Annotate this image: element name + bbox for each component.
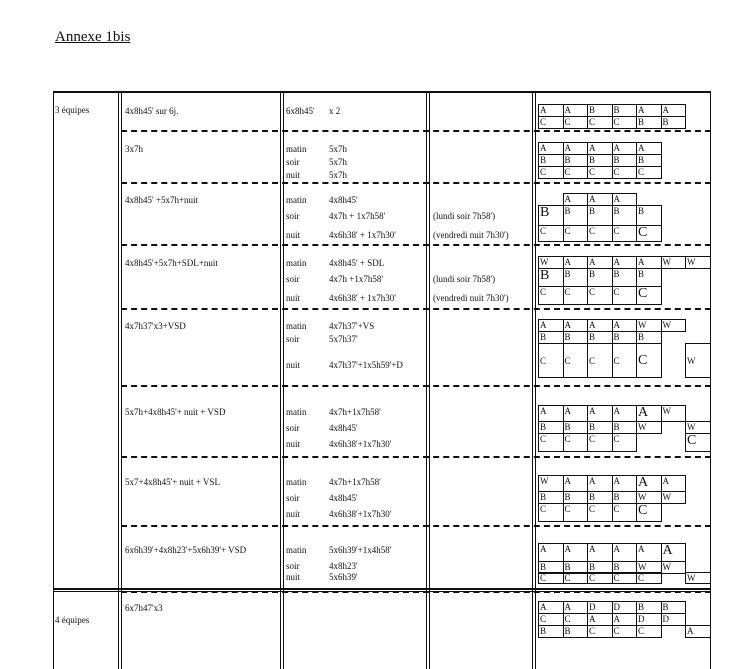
rota-cell: B — [538, 421, 564, 434]
rota-cell: A — [685, 625, 711, 638]
shift-label: nuit — [286, 230, 301, 240]
row-separator — [121, 525, 711, 527]
rota-cell: B — [538, 561, 564, 574]
rota-cell: A — [612, 319, 638, 332]
rota-cell: C — [587, 572, 613, 584]
schedule-name: 3x7h — [125, 144, 143, 154]
rota-cell: A — [587, 543, 613, 562]
rota-cell: W — [685, 572, 711, 584]
rota-cell: B — [612, 491, 638, 504]
rota-cell: C — [563, 116, 589, 129]
rota-cell: W — [661, 405, 687, 422]
rota-cell: C — [636, 572, 662, 584]
rota-cell: C — [587, 343, 613, 378]
rota-cell: C — [612, 503, 638, 522]
shift-label: 6x8h45' — [286, 106, 315, 116]
rota-cell: B — [587, 331, 613, 344]
table-col-line — [429, 91, 430, 669]
rota-cell: C — [563, 225, 589, 242]
rota-cell: B — [636, 601, 662, 614]
rota-cell: W — [685, 421, 711, 434]
row-separator — [121, 130, 711, 132]
rota-cell: A — [538, 142, 564, 155]
rota-cell: A — [563, 543, 589, 562]
rota-cell: A — [661, 475, 687, 492]
rota-cell: C — [636, 503, 662, 522]
shift-label: matin — [286, 195, 307, 205]
table-col-line — [121, 91, 122, 669]
rota-cell: A — [636, 256, 662, 269]
rota-cell: W — [661, 491, 687, 504]
rota-cell: B — [538, 205, 564, 226]
rota-cell: A — [612, 613, 638, 626]
rota-cell: A — [587, 319, 613, 332]
rota-cell: B — [636, 331, 662, 344]
rota-cell: A — [587, 475, 613, 492]
rota-cell: B — [538, 625, 564, 638]
rota-cell: B — [612, 154, 638, 167]
rota-cell: W — [538, 475, 564, 492]
shift-detail: 4x7h+1x7h58' — [329, 477, 381, 487]
rota-cell: A — [587, 405, 613, 422]
rota-cell: D — [612, 601, 638, 614]
rota-cell: B — [563, 331, 589, 344]
shift-label: soir — [286, 157, 300, 167]
shift-label: nuit — [286, 572, 301, 582]
rota-cell: A — [538, 601, 564, 614]
rota-cell: A — [538, 319, 564, 332]
rota-cell: C — [538, 166, 564, 179]
rota-cell: C — [587, 433, 613, 452]
rota-cell: A — [563, 475, 589, 492]
rota-cell: A — [636, 142, 662, 155]
rota-cell: B — [612, 205, 638, 226]
rota-cell: C — [587, 116, 613, 129]
shift-detail: 4x8h45' — [329, 195, 358, 205]
shift-label: soir — [286, 561, 300, 571]
rota-cell: A — [661, 104, 687, 117]
rota-cell: W — [636, 491, 662, 504]
row-separator — [121, 385, 711, 387]
rota-cell: A — [587, 256, 613, 269]
rota-cell: B — [563, 205, 589, 226]
rota-cell: C — [538, 286, 564, 305]
rota-cell: C — [587, 625, 613, 638]
rota-cell: A — [538, 104, 564, 117]
rota-cell: C — [563, 166, 589, 179]
shift-detail: 5x7h37' — [329, 334, 358, 344]
rota-cell: W — [661, 319, 687, 332]
rota-cell: C — [612, 625, 638, 638]
shift-detail: 5x7h — [329, 144, 347, 154]
rota-cell: A — [538, 543, 564, 562]
shift-note: (vendredi nuit 7h30') — [433, 293, 509, 303]
table-col-line — [283, 91, 284, 669]
rota-cell: B — [587, 268, 613, 287]
rota-cell: C — [636, 625, 662, 638]
page-title: Annexe 1bis — [55, 29, 131, 45]
rota-cell: B — [538, 331, 564, 344]
rota-cell: C — [612, 225, 638, 242]
table-col-line — [53, 91, 54, 669]
rota-cell: C — [612, 166, 638, 179]
rota-cell: B — [563, 561, 589, 574]
rota-cell: B — [538, 491, 564, 504]
shift-detail: 4x8h45' — [329, 493, 358, 503]
shift-label: nuit — [286, 170, 301, 180]
rota-cell: D — [636, 613, 662, 626]
rota-cell: A — [612, 475, 638, 492]
rota-cell: W — [636, 421, 662, 434]
rota-cell: C — [612, 343, 638, 378]
rota-cell: B — [563, 625, 589, 638]
rota-cell: B — [563, 491, 589, 504]
shift-detail: 4x7h + 1x7h58' — [329, 211, 386, 221]
rota-cell: W — [685, 256, 711, 269]
rota-cell: B — [587, 154, 613, 167]
shift-note: (lundi soir 7h58') — [433, 211, 496, 221]
shift-detail: x 2 — [329, 106, 341, 116]
rota-cell: A — [587, 142, 613, 155]
rota-cell: B — [612, 331, 638, 344]
rota-cell: C — [563, 503, 589, 522]
shift-label: matin — [286, 144, 307, 154]
rota-cell: A — [563, 193, 589, 206]
rota-cell: A — [563, 319, 589, 332]
rota-cell: C — [563, 613, 589, 626]
rota-cell: B — [636, 154, 662, 167]
rota-cell: B — [538, 268, 564, 287]
rota-cell: A — [612, 543, 638, 562]
rota-cell: W — [636, 319, 662, 332]
rota-cell: B — [636, 116, 662, 129]
shift-label: matin — [286, 407, 307, 417]
rota-cell: B — [587, 104, 613, 117]
rota-cell: A — [563, 142, 589, 155]
row-separator — [121, 182, 711, 184]
rota-cell: A — [612, 256, 638, 269]
schedule-name: 6x7h47'x3 — [125, 603, 163, 613]
shift-detail: 4x7h37'+1x5h59'+D — [329, 360, 403, 370]
rota-cell: C — [587, 166, 613, 179]
table-col-line — [426, 91, 427, 669]
schedule-name: 4x8h45' sur 6j. — [125, 106, 179, 116]
shift-label: soir — [286, 493, 300, 503]
rota-cell: C — [587, 286, 613, 305]
row-separator — [121, 308, 711, 310]
shift-detail: 4x6h38' + 1x7h30' — [329, 293, 396, 303]
shift-detail: 4x6h38'+1x7h30' — [329, 509, 392, 519]
rota-cell: B — [612, 421, 638, 434]
rota-cell: C — [587, 503, 613, 522]
shift-detail: 4x6h38' + 1x7h30' — [329, 230, 396, 240]
rota-cell: D — [661, 613, 687, 626]
rota-cell: B — [612, 268, 638, 287]
rota-cell: C — [538, 343, 564, 378]
rota-cell: C — [636, 343, 662, 378]
rota-cell: B — [538, 154, 564, 167]
rota-cell: B — [587, 421, 613, 434]
team-group-label: 4 équipes — [55, 615, 90, 625]
rota-cell: C — [612, 433, 638, 452]
team-group-label: 3 équipes — [55, 105, 90, 115]
shift-label: nuit — [286, 509, 301, 519]
rota-cell: W — [538, 256, 564, 269]
shift-detail: 5x7h — [329, 170, 347, 180]
rota-cell: A — [612, 142, 638, 155]
shift-label: matin — [286, 258, 307, 268]
shift-label: soir — [286, 274, 300, 284]
rota-cell: C — [612, 286, 638, 305]
rota-cell: B — [563, 421, 589, 434]
shift-detail: 5x6h39' — [329, 572, 358, 582]
rota-cell: C — [538, 572, 564, 584]
rota-cell: C — [636, 225, 662, 242]
rota-cell: B — [636, 205, 662, 226]
schedule-name: 4x7h37'x3+VSD — [125, 321, 186, 331]
rota-cell: B — [612, 561, 638, 574]
rota-cell: A — [563, 601, 589, 614]
shift-note: (vendredi nuit 7h30') — [433, 230, 509, 240]
shift-label: nuit — [286, 439, 301, 449]
shift-label: matin — [286, 545, 307, 555]
rota-cell: A — [612, 193, 638, 206]
rota-cell: A — [563, 256, 589, 269]
rota-cell: A — [538, 405, 564, 422]
rota-cell: B — [587, 205, 613, 226]
shift-label: soir — [286, 211, 300, 221]
rota-cell: W — [661, 256, 687, 269]
rota-cell: A — [563, 405, 589, 422]
rota-cell: C — [538, 225, 564, 242]
rota-cell: C — [563, 572, 589, 584]
table-col-line — [280, 91, 281, 669]
row-separator — [121, 244, 711, 246]
rota-cell: B — [563, 268, 589, 287]
rota-cell: C — [612, 116, 638, 129]
rota-cell: C — [636, 286, 662, 305]
shift-detail: 4x8h45' — [329, 423, 358, 433]
rota-cell: C — [538, 433, 564, 452]
shift-detail: 4x7h +1x7h58' — [329, 274, 383, 284]
rota-cell: B — [661, 116, 687, 129]
schedule-name: 4x8h45'+5x7h+SDL+nuit — [125, 258, 218, 268]
rota-cell: A — [587, 613, 613, 626]
table-top-border — [53, 91, 711, 93]
schedule-name: 6x6h39'+4x8h23'+5x6h39'+ VSD — [125, 545, 247, 555]
schedule-name: 4x8h45' +5x7h+nuit — [125, 195, 199, 205]
rota-cell: W — [661, 561, 687, 574]
rota-cell: C — [685, 433, 711, 452]
rota-cell: D — [587, 601, 613, 614]
rota-cell: B — [636, 268, 662, 287]
rota-cell: B — [563, 154, 589, 167]
rota-cell: C — [538, 613, 564, 626]
shift-label: nuit — [286, 360, 301, 370]
rota-cell: B — [587, 491, 613, 504]
shift-label: matin — [286, 321, 307, 331]
shift-detail: 4x7h37'+VS — [329, 321, 375, 331]
table-col-line — [532, 91, 533, 669]
schedule-name: 5x7+4x8h45'+ nuit + VSL — [125, 477, 220, 487]
rota-cell: W — [685, 343, 711, 378]
schedule-name: 5x7h+4x8h45'+ nuit + VSD — [125, 407, 226, 417]
rota-cell: B — [661, 601, 687, 614]
table-group-divider — [53, 588, 711, 590]
rota-cell: C — [636, 166, 662, 179]
rota-cell: A — [636, 405, 662, 422]
rota-cell: C — [563, 433, 589, 452]
row-separator — [121, 456, 711, 458]
shift-label: soir — [286, 334, 300, 344]
row-separator — [121, 591, 711, 593]
rota-cell: A — [587, 193, 613, 206]
table-col-line — [118, 91, 119, 669]
rota-cell: B — [587, 561, 613, 574]
rota-cell: C — [538, 116, 564, 129]
rota-cell: A — [636, 104, 662, 117]
shift-detail: 5x6h39'+1x4h58' — [329, 545, 392, 555]
shift-detail: 5x7h — [329, 157, 347, 167]
rota-cell: A — [636, 475, 662, 492]
shift-detail: 4x6h38'+1x7h30' — [329, 439, 392, 449]
shift-label: matin — [286, 477, 307, 487]
shift-label: soir — [286, 423, 300, 433]
rota-cell: A — [636, 543, 662, 562]
rota-cell: A — [661, 543, 687, 562]
rota-cell: A — [612, 405, 638, 422]
rota-cell: C — [587, 225, 613, 242]
table-col-line — [535, 91, 536, 669]
rota-cell: C — [538, 503, 564, 522]
rota-cell: C — [563, 286, 589, 305]
rota-cell: A — [563, 104, 589, 117]
shift-detail: 4x8h45' + SDL — [329, 258, 385, 268]
shift-note: (lundi soir 7h58') — [433, 274, 496, 284]
shift-label: nuit — [286, 293, 301, 303]
rota-cell: W — [636, 561, 662, 574]
rota-cell: C — [612, 572, 638, 584]
rota-cell: C — [563, 343, 589, 378]
shift-detail: 4x8h23' — [329, 561, 358, 571]
shift-detail: 4x7h+1x7h58' — [329, 407, 381, 417]
rota-cell: B — [612, 104, 638, 117]
